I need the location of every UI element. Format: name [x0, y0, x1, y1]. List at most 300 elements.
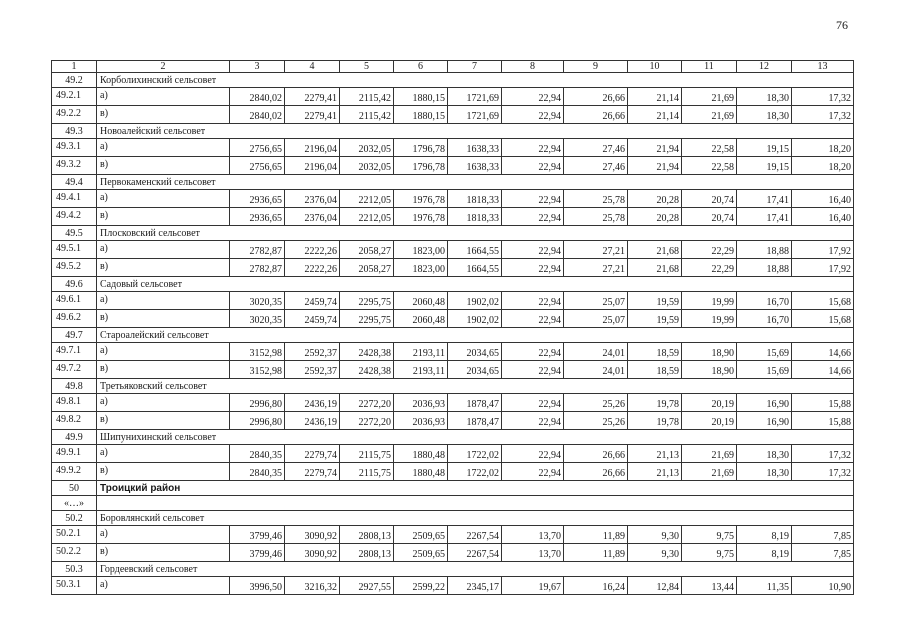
- table-cell: 21,94: [628, 157, 682, 175]
- row-code: 49.6: [52, 277, 97, 292]
- table-row: [52, 577, 854, 595]
- table-cell: 1880,48: [394, 463, 448, 481]
- table-cell: 18,88: [737, 241, 792, 259]
- table-cell: 14,66: [792, 343, 854, 361]
- table-cell: 1818,33: [448, 208, 502, 226]
- row-code: 50: [52, 481, 97, 496]
- table-cell: 18,88: [737, 259, 792, 277]
- table-cell: 2267,54: [448, 544, 502, 562]
- table-cell: 24,01: [564, 361, 628, 379]
- row-code: 49.7.1: [52, 343, 97, 361]
- table-cell: 19,99: [682, 310, 737, 328]
- table-row: [52, 394, 854, 412]
- table-cell: 2279,41: [285, 106, 340, 124]
- table-cell: 19,15: [737, 157, 792, 175]
- row-label: а): [97, 577, 230, 595]
- table-cell: 27,21: [564, 259, 628, 277]
- column-header: 8: [502, 61, 564, 73]
- row-code: 49.6.1: [52, 292, 97, 310]
- table-cell: 1976,78: [394, 190, 448, 208]
- table-row: [52, 544, 854, 562]
- table-cell: 1880,15: [394, 88, 448, 106]
- table-cell: 26,66: [564, 445, 628, 463]
- row-label: а): [97, 88, 230, 106]
- row-code: 49.3.2: [52, 157, 97, 175]
- table-cell: 1638,33: [448, 139, 502, 157]
- table-cell: 2222,26: [285, 259, 340, 277]
- table-cell: 2193,11: [394, 343, 448, 361]
- row-code: 49.6.2: [52, 310, 97, 328]
- section-row: [52, 328, 854, 343]
- section-name: [97, 496, 854, 511]
- table-row: [52, 106, 854, 124]
- table-cell: 25,26: [564, 394, 628, 412]
- row-label: а): [97, 445, 230, 463]
- table-cell: 22,29: [682, 241, 737, 259]
- row-code: 49.3: [52, 124, 97, 139]
- table-cell: 25,78: [564, 190, 628, 208]
- table-cell: 3152,98: [230, 361, 285, 379]
- row-label: в): [97, 361, 230, 379]
- table-row: [52, 463, 854, 481]
- table-cell: 2599,22: [394, 577, 448, 595]
- table-cell: 1796,78: [394, 139, 448, 157]
- row-label: а): [97, 292, 230, 310]
- table-cell: 2840,02: [230, 88, 285, 106]
- table-cell: 21,69: [682, 106, 737, 124]
- table-cell: 9,30: [628, 526, 682, 544]
- row-code: 49.5.1: [52, 241, 97, 259]
- table-cell: 22,94: [502, 139, 564, 157]
- table-cell: 2436,19: [285, 412, 340, 430]
- table-cell: 18,30: [737, 463, 792, 481]
- table-cell: 19,59: [628, 292, 682, 310]
- table-cell: 18,59: [628, 361, 682, 379]
- row-label: в): [97, 463, 230, 481]
- table-cell: 16,40: [792, 190, 854, 208]
- column-header: 3: [230, 61, 285, 73]
- table-cell: 16,40: [792, 208, 854, 226]
- row-label: а): [97, 190, 230, 208]
- table-cell: 1818,33: [448, 190, 502, 208]
- section-row: [52, 277, 854, 292]
- table-cell: 16,90: [737, 412, 792, 430]
- table-cell: 21,69: [682, 463, 737, 481]
- table-cell: 2115,42: [340, 106, 394, 124]
- table-cell: 18,20: [792, 157, 854, 175]
- table-cell: 22,94: [502, 412, 564, 430]
- row-code: 49.7.2: [52, 361, 97, 379]
- table-cell: 19,15: [737, 139, 792, 157]
- table-cell: 1721,69: [448, 88, 502, 106]
- table-cell: 22,94: [502, 292, 564, 310]
- section-name: Гордеевский сельсовет: [97, 562, 854, 577]
- row-code: 50.2.2: [52, 544, 97, 562]
- table-cell: 1880,15: [394, 106, 448, 124]
- table-cell: 15,69: [737, 361, 792, 379]
- table-cell: 2376,04: [285, 208, 340, 226]
- table-cell: 16,70: [737, 310, 792, 328]
- table-row: [52, 412, 854, 430]
- table-cell: 1664,55: [448, 241, 502, 259]
- table-cell: 10,90: [792, 577, 854, 595]
- table-cell: 2808,13: [340, 544, 394, 562]
- table-cell: 7,85: [792, 526, 854, 544]
- table-cell: 22,94: [502, 361, 564, 379]
- table-cell: 25,07: [564, 292, 628, 310]
- table-cell: 1664,55: [448, 259, 502, 277]
- row-code: 49.8.2: [52, 412, 97, 430]
- table-cell: 14,66: [792, 361, 854, 379]
- table-cell: 22,94: [502, 445, 564, 463]
- table-cell: 9,75: [682, 526, 737, 544]
- column-header: 11: [682, 61, 737, 73]
- table-cell: 2212,05: [340, 208, 394, 226]
- table-cell: 2509,65: [394, 526, 448, 544]
- table-cell: 22,94: [502, 106, 564, 124]
- table-cell: 21,68: [628, 259, 682, 277]
- table-cell: 2196,04: [285, 157, 340, 175]
- table-cell: 3020,35: [230, 310, 285, 328]
- table-cell: 15,88: [792, 412, 854, 430]
- section-row: [52, 379, 854, 394]
- table-cell: 1823,00: [394, 259, 448, 277]
- table-row: [52, 190, 854, 208]
- table-cell: 1722,02: [448, 445, 502, 463]
- table-cell: 26,66: [564, 88, 628, 106]
- table-cell: 2060,48: [394, 310, 448, 328]
- table-cell: 2032,05: [340, 139, 394, 157]
- column-header: 6: [394, 61, 448, 73]
- row-label: в): [97, 157, 230, 175]
- table-cell: 2782,87: [230, 259, 285, 277]
- table-cell: 22,58: [682, 139, 737, 157]
- table-cell: 22,94: [502, 343, 564, 361]
- row-label: а): [97, 343, 230, 361]
- table-row: [52, 88, 854, 106]
- table-cell: 2592,37: [285, 361, 340, 379]
- table-cell: 18,90: [682, 361, 737, 379]
- tariff-table: [51, 60, 854, 595]
- table-cell: 2272,20: [340, 412, 394, 430]
- table-cell: 27,46: [564, 139, 628, 157]
- table-cell: 3090,92: [285, 526, 340, 544]
- table-cell: 13,70: [502, 526, 564, 544]
- table-cell: 21,94: [628, 139, 682, 157]
- section-row: [52, 73, 854, 88]
- table-cell: 22,58: [682, 157, 737, 175]
- row-code: 49.3.1: [52, 139, 97, 157]
- row-label: в): [97, 208, 230, 226]
- table-cell: 18,30: [737, 445, 792, 463]
- section-name: Шипунихинский сельсовет: [97, 430, 854, 445]
- table-cell: 22,94: [502, 463, 564, 481]
- table-cell: 25,26: [564, 412, 628, 430]
- table-cell: 2592,37: [285, 343, 340, 361]
- table-cell: 3216,32: [285, 577, 340, 595]
- table-cell: 2936,65: [230, 190, 285, 208]
- table-cell: 16,70: [737, 292, 792, 310]
- table-cell: 22,94: [502, 157, 564, 175]
- table-cell: 2295,75: [340, 310, 394, 328]
- district-row: [52, 481, 854, 496]
- column-header: 2: [97, 61, 230, 73]
- table-cell: 15,69: [737, 343, 792, 361]
- row-label: в): [97, 544, 230, 562]
- row-label: в): [97, 259, 230, 277]
- table-cell: 22,94: [502, 241, 564, 259]
- table-cell: 1976,78: [394, 208, 448, 226]
- column-header: 12: [737, 61, 792, 73]
- table-cell: 17,92: [792, 259, 854, 277]
- table-cell: 1722,02: [448, 463, 502, 481]
- section-name: Плосковский сельсовет: [97, 226, 854, 241]
- row-code: 50.3.1: [52, 577, 97, 595]
- table-cell: 22,94: [502, 208, 564, 226]
- section-row: [52, 511, 854, 526]
- table-cell: 2509,65: [394, 544, 448, 562]
- table-cell: 2032,05: [340, 157, 394, 175]
- table-cell: 2436,19: [285, 394, 340, 412]
- table-cell: 19,67: [502, 577, 564, 595]
- table-cell: 20,19: [682, 412, 737, 430]
- table-cell: 24,01: [564, 343, 628, 361]
- table-cell: 9,75: [682, 544, 737, 562]
- table-cell: 13,70: [502, 544, 564, 562]
- table-cell: 2808,13: [340, 526, 394, 544]
- row-code: 49.8: [52, 379, 97, 394]
- table-cell: 17,32: [792, 88, 854, 106]
- table-cell: 27,46: [564, 157, 628, 175]
- table-cell: 19,78: [628, 412, 682, 430]
- table-cell: 17,92: [792, 241, 854, 259]
- table-row: [52, 445, 854, 463]
- section-row: [52, 124, 854, 139]
- table-cell: 2279,74: [285, 445, 340, 463]
- table-cell: 2115,42: [340, 88, 394, 106]
- table-cell: 2936,65: [230, 208, 285, 226]
- ellipsis-row: [52, 496, 854, 511]
- table-cell: 21,13: [628, 463, 682, 481]
- row-code: 49.5.2: [52, 259, 97, 277]
- table-cell: 1638,33: [448, 157, 502, 175]
- table-cell: 2115,75: [340, 463, 394, 481]
- table-cell: 2428,38: [340, 361, 394, 379]
- table-cell: 2193,11: [394, 361, 448, 379]
- table-cell: 11,35: [737, 577, 792, 595]
- table-cell: 2212,05: [340, 190, 394, 208]
- table-cell: 2459,74: [285, 292, 340, 310]
- table-cell: 1878,47: [448, 394, 502, 412]
- table-cell: 2996,80: [230, 394, 285, 412]
- section-name: Корболихинский сельсовет: [97, 73, 854, 88]
- row-code: 49.2: [52, 73, 97, 88]
- table-cell: 2272,20: [340, 394, 394, 412]
- table-cell: 8,19: [737, 526, 792, 544]
- table-cell: 16,90: [737, 394, 792, 412]
- page-number: 76: [836, 18, 848, 32]
- table-cell: 12,84: [628, 577, 682, 595]
- table-cell: 2034,65: [448, 343, 502, 361]
- table-cell: 3799,46: [230, 526, 285, 544]
- table-cell: 22,94: [502, 310, 564, 328]
- table-cell: 2376,04: [285, 190, 340, 208]
- table-cell: 2058,27: [340, 241, 394, 259]
- table-cell: 2279,41: [285, 88, 340, 106]
- table-cell: 2840,35: [230, 463, 285, 481]
- row-label: а): [97, 139, 230, 157]
- table-cell: 1902,02: [448, 292, 502, 310]
- table-cell: 22,94: [502, 394, 564, 412]
- table-cell: 22,94: [502, 259, 564, 277]
- table-cell: 20,74: [682, 190, 737, 208]
- table-cell: 2034,65: [448, 361, 502, 379]
- table-cell: 18,30: [737, 88, 792, 106]
- table-cell: 20,19: [682, 394, 737, 412]
- table-cell: 2295,75: [340, 292, 394, 310]
- table-cell: 20,28: [628, 190, 682, 208]
- table-cell: 7,85: [792, 544, 854, 562]
- table-cell: 2428,38: [340, 343, 394, 361]
- table-cell: 15,68: [792, 292, 854, 310]
- section-name: Боровлянский сельсовет: [97, 511, 854, 526]
- row-code: 49.4.2: [52, 208, 97, 226]
- table-row: [52, 241, 854, 259]
- table-cell: 26,66: [564, 106, 628, 124]
- table-row: [52, 139, 854, 157]
- row-code: 49.8.1: [52, 394, 97, 412]
- table-cell: 17,32: [792, 463, 854, 481]
- table-cell: 2058,27: [340, 259, 394, 277]
- column-header: 5: [340, 61, 394, 73]
- section-name: Садовый сельсовет: [97, 277, 854, 292]
- table-cell: 1902,02: [448, 310, 502, 328]
- row-code: 49.2.1: [52, 88, 97, 106]
- row-code: 49.7: [52, 328, 97, 343]
- table-cell: 27,21: [564, 241, 628, 259]
- row-label: в): [97, 106, 230, 124]
- row-label: в): [97, 412, 230, 430]
- row-label: а): [97, 526, 230, 544]
- table-cell: 3090,92: [285, 544, 340, 562]
- row-code: 49.4.1: [52, 190, 97, 208]
- table-cell: 1721,69: [448, 106, 502, 124]
- table-cell: 18,90: [682, 343, 737, 361]
- table-cell: 2060,48: [394, 292, 448, 310]
- table-cell: 16,24: [564, 577, 628, 595]
- table-cell: 21,69: [682, 445, 737, 463]
- table-cell: 2222,26: [285, 241, 340, 259]
- table-cell: 21,13: [628, 445, 682, 463]
- table-row: [52, 259, 854, 277]
- table-cell: 2267,54: [448, 526, 502, 544]
- table-cell: 2115,75: [340, 445, 394, 463]
- column-header: 7: [448, 61, 502, 73]
- table-cell: 1880,48: [394, 445, 448, 463]
- table-row: [52, 526, 854, 544]
- section-row: [52, 226, 854, 241]
- table-row: [52, 208, 854, 226]
- table-cell: 21,14: [628, 106, 682, 124]
- section-name: Староалейский сельсовет: [97, 328, 854, 343]
- row-code: 49.9.1: [52, 445, 97, 463]
- table-cell: 25,78: [564, 208, 628, 226]
- table-cell: 2756,65: [230, 157, 285, 175]
- table-cell: 2036,93: [394, 394, 448, 412]
- table-cell: 22,94: [502, 190, 564, 208]
- row-code: 49.9: [52, 430, 97, 445]
- section-row: [52, 562, 854, 577]
- table-row: [52, 310, 854, 328]
- table-cell: 22,94: [502, 88, 564, 106]
- table-cell: 2927,55: [340, 577, 394, 595]
- table-cell: 22,29: [682, 259, 737, 277]
- table-row: [52, 157, 854, 175]
- district-name: Троицкий район: [97, 481, 854, 496]
- table-cell: 20,74: [682, 208, 737, 226]
- table-cell: 19,78: [628, 394, 682, 412]
- table-cell: 18,20: [792, 139, 854, 157]
- row-label: в): [97, 310, 230, 328]
- section-name: Новоалейский сельсовет: [97, 124, 854, 139]
- table-cell: 20,28: [628, 208, 682, 226]
- table-row: [52, 361, 854, 379]
- table-cell: 3152,98: [230, 343, 285, 361]
- table-cell: 2840,02: [230, 106, 285, 124]
- table-cell: 21,68: [628, 241, 682, 259]
- row-code: 49.2.2: [52, 106, 97, 124]
- row-code: 50.2.1: [52, 526, 97, 544]
- table-cell: 19,59: [628, 310, 682, 328]
- table-cell: 2996,80: [230, 412, 285, 430]
- table-cell: 15,68: [792, 310, 854, 328]
- column-header: 10: [628, 61, 682, 73]
- column-header: 9: [564, 61, 628, 73]
- table-cell: 2279,74: [285, 463, 340, 481]
- table-cell: 1823,00: [394, 241, 448, 259]
- table-cell: 19,99: [682, 292, 737, 310]
- column-header-row: [52, 61, 854, 73]
- table-cell: 17,41: [737, 208, 792, 226]
- table-cell: 11,89: [564, 526, 628, 544]
- table-cell: 11,89: [564, 544, 628, 562]
- table-cell: 21,14: [628, 88, 682, 106]
- table-cell: 9,30: [628, 544, 682, 562]
- table-cell: 21,69: [682, 88, 737, 106]
- table-cell: 15,88: [792, 394, 854, 412]
- row-label: а): [97, 241, 230, 259]
- table-cell: 17,41: [737, 190, 792, 208]
- table-cell: 2459,74: [285, 310, 340, 328]
- table-body: [52, 73, 854, 595]
- table-cell: 2036,93: [394, 412, 448, 430]
- table-cell: 17,32: [792, 445, 854, 463]
- section-row: [52, 430, 854, 445]
- row-code: 49.5: [52, 226, 97, 241]
- table-cell: 2782,87: [230, 241, 285, 259]
- table-cell: 26,66: [564, 463, 628, 481]
- table-cell: 18,30: [737, 106, 792, 124]
- table-cell: 2196,04: [285, 139, 340, 157]
- table-cell: 18,59: [628, 343, 682, 361]
- column-header: 4: [285, 61, 340, 73]
- row-code: 49.4: [52, 175, 97, 190]
- table-cell: 13,44: [682, 577, 737, 595]
- section-name: Первокаменский сельсовет: [97, 175, 854, 190]
- table-cell: 1796,78: [394, 157, 448, 175]
- section-name: Третьяковский сельсовет: [97, 379, 854, 394]
- table-cell: 17,32: [792, 106, 854, 124]
